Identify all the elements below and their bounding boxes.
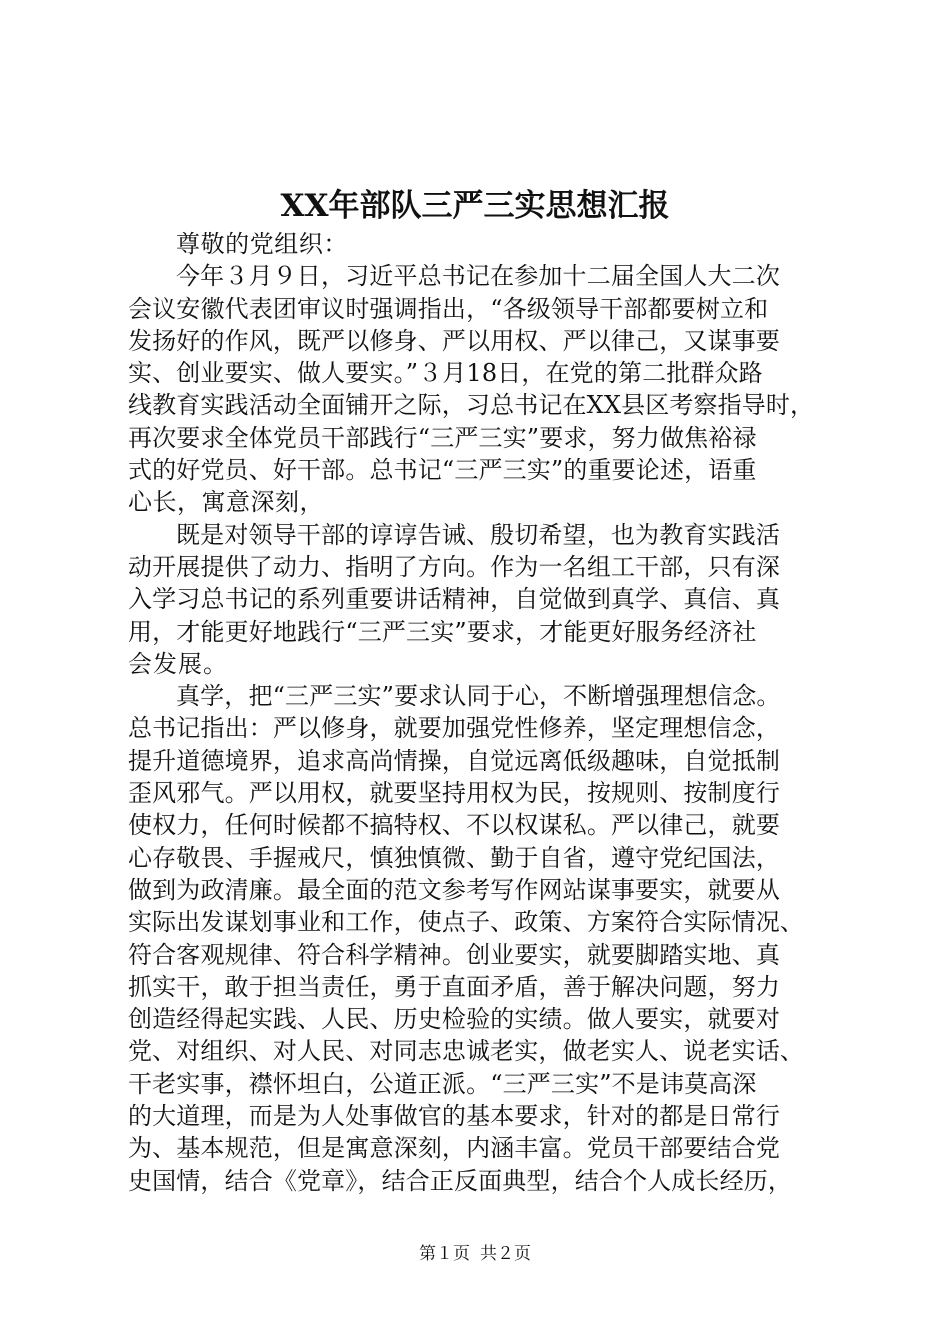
text-line: 干老实事，襟怀坦白，公道正派。“三严三实”不是讳莫高深 xyxy=(128,1069,757,1098)
text-line: 的大道理，而是为人处事做官的基本要求，针对的都是日常行 xyxy=(128,1102,780,1131)
text-line: 真学，把“三严三实”要求认同于心，不断增强理想信念。 xyxy=(176,682,781,711)
text-line: 为、基本规范，但是寓意深刻，内涵丰富。党员干部要结合党 xyxy=(128,1134,780,1163)
text-line: 发扬好的作风，既严以修身、严以用权、严以律己，又谋事要 xyxy=(128,326,780,355)
document-body xyxy=(128,228,848,1197)
text-line: 动开展提供了动力、指明了方向。作为一名组工干部，只有深 xyxy=(128,552,780,581)
text-line: 总书记指出：严以修身，就要加强党性修养，坚定理想信念， xyxy=(128,714,780,743)
text-line: 今年３月９日，习近平总书记在参加十二届全国人大二次 xyxy=(176,262,780,291)
text-line: 符合客观规律、符合科学精神。创业要实，就要脚踏实地、真 xyxy=(128,940,780,969)
document-title: XX年部队三严三实思想汇报 xyxy=(280,188,670,224)
text-line: 抓实干，敢于担当责任，勇于直面矛盾，善于解决问题，努力 xyxy=(128,972,780,1001)
text-line: 再次要求全体党员干部践行“三严三实”要求，努力做焦裕禄 xyxy=(128,423,757,452)
text-line: 用，才能更好地践行“三严三实”要求，才能更好服务经济社 xyxy=(128,617,757,646)
text-line: 歪风邪气。严以用权，就要坚持用权为民，按规则、按制度行 xyxy=(128,779,780,808)
text-line: 实、创业要实、做人要实。”３月18日，在党的第二批群众路 xyxy=(128,359,763,388)
text-line: 做到为政清廉。最全面的范文参考写作网站谋事要实，就要从 xyxy=(128,875,780,904)
text-line: 创造经得起实践、人民、历史检验的实绩。做人要实，就要对 xyxy=(128,1005,780,1034)
text-line: 尊敬的党组织： xyxy=(176,230,348,258)
text-line: 实际出发谋划事业和工作，使点子、政策、方案符合实际情况、 xyxy=(128,908,804,937)
text-line: 史国情，结合《党章》，结合正反面典型，结合个人成长经历， xyxy=(128,1166,792,1195)
text-line: 会议安徽代表团审议时强调指出，“各级领导干部都要树立和 xyxy=(128,294,769,323)
page-total: 共２页 xyxy=(480,1244,531,1264)
text-line: 提升道德境界，追求高尚情操，自觉远离低级趣味，自觉抵制 xyxy=(128,746,780,775)
text-line: 党、对组织、对人民、对同志忠诚老实，做老实人、说老实话、 xyxy=(128,1037,804,1066)
text-line: 式的好党员、好干部。总书记“三严三实”的重要论述，语重 xyxy=(128,456,757,485)
text-line: 会发展。 xyxy=(128,649,228,678)
text-line: 既是对领导干部的谆谆告诫、殷切希望，也为教育实践活 xyxy=(176,520,780,549)
page-footer xyxy=(0,1243,950,1265)
text-line: 心存敬畏、手握戒尺，慎独慎微、勤于自省，遵守党纪国法， xyxy=(128,843,780,872)
page-number: 第１页 xyxy=(419,1244,470,1264)
text-line: 使权力，任何时候都不搞特权、不以权谋私。严以律己，就要 xyxy=(128,811,780,840)
text-line: 入学习总书记的系列重要讲话精神，自觉做到真学、真信、真 xyxy=(128,585,780,614)
text-line: 心长，寓意深刻， xyxy=(128,488,324,517)
text-line: 线教育实践活动全面铺开之际，习总书记在XX县区考察指导时， xyxy=(128,391,815,420)
